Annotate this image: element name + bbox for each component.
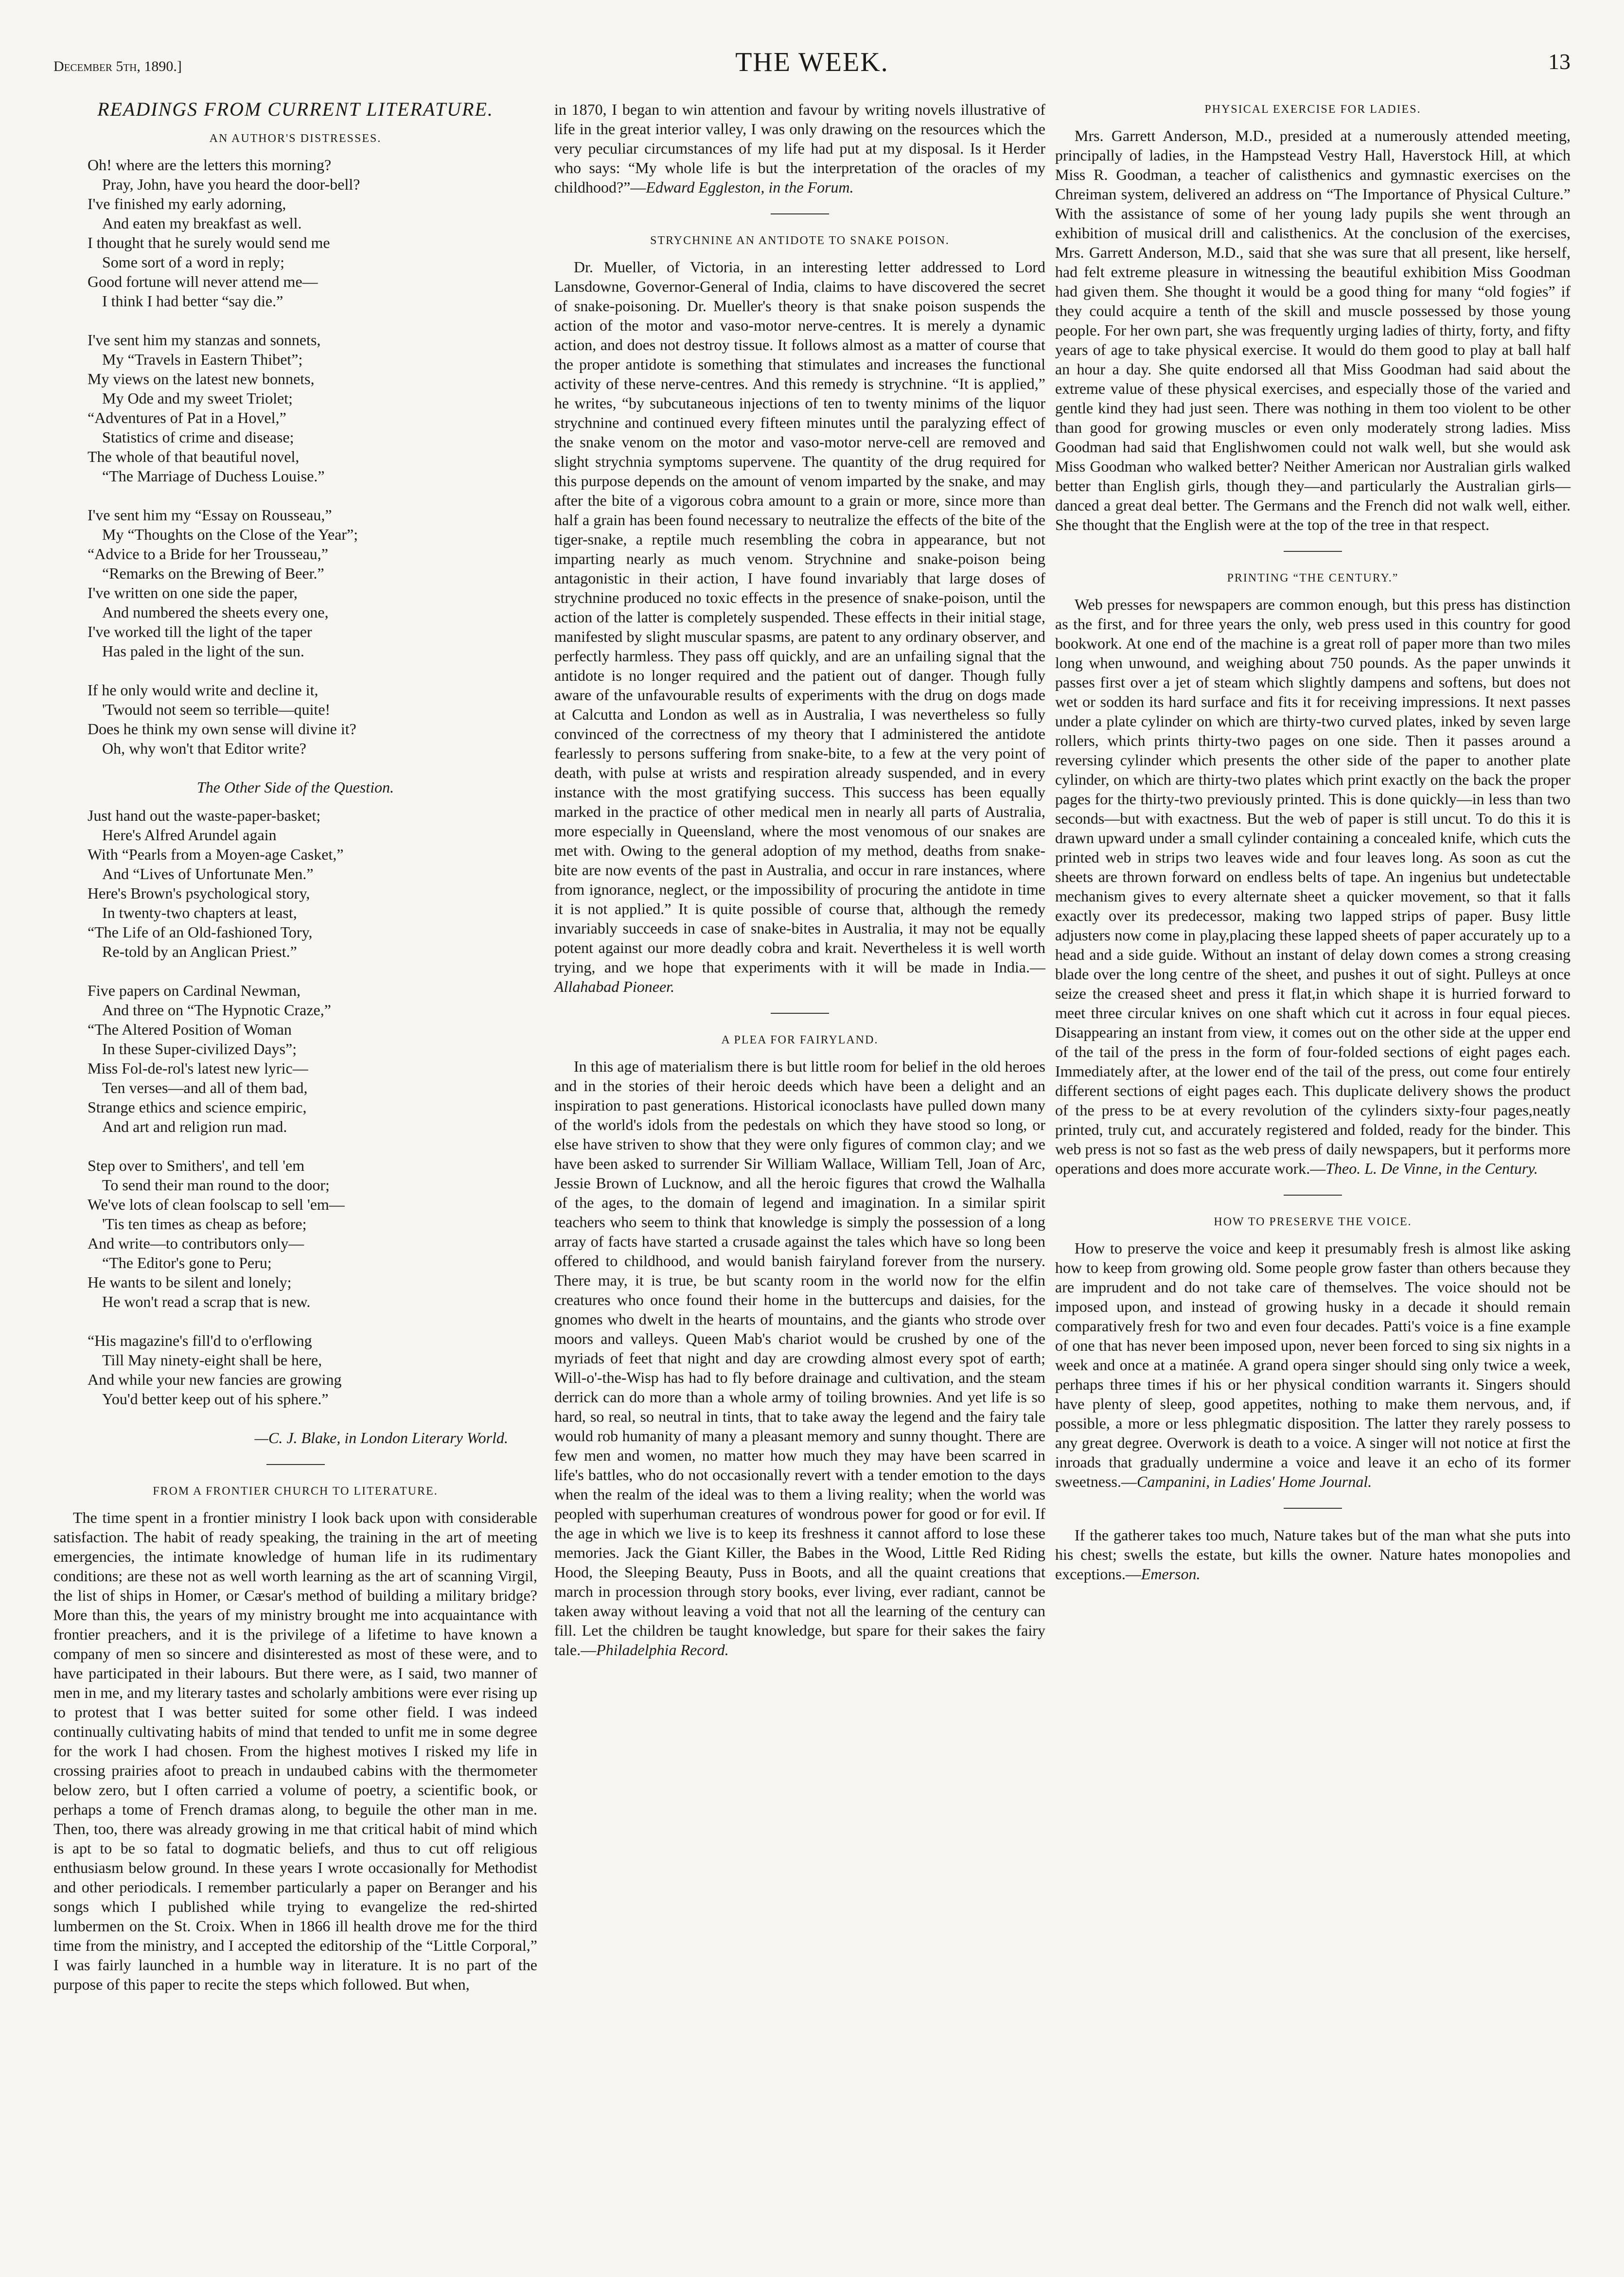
poem-line: To send their man round to the door; bbox=[102, 1176, 330, 1194]
poem-line: In twenty-two chapters at least, bbox=[102, 904, 297, 921]
page-number: 13 bbox=[1548, 49, 1571, 74]
voice-title: HOW TO PRESERVE THE VOICE. bbox=[1214, 1216, 1412, 1228]
voice-body: How to preserve the voice and keep it presumably fresh is almost like asking how to keep from growing old. Some people grow faster than others because they are imprudent and do not take care of themselves. The voice should not be imposed upon, and instead of growing husky in a decade it should remain comparatively fresh for two and even four decades. Patti's voice is a fine example of one that has never been imposed upon, never been forced to sing six nights in a week and once at a matinée. A grand opera singer should sing only twice a week, perhaps three times if his or her physical condition warrants it. Singers should have plenty of sleep, good appetites, nothing to make them nervous, and, if possible, a more or less phlegmatic disposition. The latter they rarely possess to any great degree. Overwork is death to a voice. A singer will not notice at first the inroads that gradually undermine a voice and leave it an echo of its former sweetness.—Campanini, in Ladies' Home Journal. bbox=[1055, 1239, 1571, 1490]
section-divider bbox=[1284, 551, 1342, 552]
poem-line: Ten verses—and all of them bad, bbox=[102, 1079, 308, 1096]
poem-line: “The Altered Position of Woman bbox=[88, 1021, 292, 1038]
poem-line: “Remarks on the Brewing of Beer.” bbox=[102, 565, 324, 582]
century-title: PRINTING “THE CENTURY.” bbox=[1227, 572, 1399, 584]
frontier-title: FROM A FRONTIER CHURCH TO LITERATURE. bbox=[153, 1485, 438, 1498]
poem-line: 'Twould not seem so terrible—quite! bbox=[102, 701, 331, 718]
column-2 bbox=[554, 100, 1045, 1659]
frontier-continuation: in 1870, I began to win attention and favour by writing novels illustrative of life in the great interior valley, I was only drawing on the resources which the very peculiar circumstances of my life had put at my disposal. Is it Herder who says: “My whole life is but the interpretation of the oracles of my childhood?”—Edward Eggleston, in the Forum. bbox=[554, 101, 1045, 196]
fairyland-title: A PLEA FOR FAIRYLAND. bbox=[721, 1034, 879, 1046]
exercise-body: Mrs. Garrett Anderson, M.D., presided at a numerously attended meeting, principally of ladies, in the Hampstead Vestry Hall, Haverstock Hill, at which Miss R. Goodman, a teacher of calisthenics and gymnastic exercises on the Chreiman system, delivered an address on “The Importance of Physical Culture.” With the assistance of some of her young lady pupils she went through an exhibition of musical drill and calisthenics. At the conclusion of the exercises, Mrs. Garrett Anderson, M.D., said that she was sure that all present, like herself, had felt extreme pleasure in witnessing the beautiful exhibition Miss Goodman had given them. She thought it would be a good thing for many “old fogies” if they could acquire a tenth of the skill and muscle possessed by those young people. For her own part, she was frequently urging ladies of thirty, forty, and fifty years of age to take physical exercise. It would do them good to play at ball half an hour a day. She quite endorsed all that Miss Goodman had said about the extreme value of these physical exercises, and especially those of the varied and gentle kind they had just seen. There was nothing in them too violent to be other than good for growing muscles or even only moderately strong ladies. Miss Goodman had said that Englishwomen could not walk well, but she would ask Miss Goodman who walked better? Neither American nor Australian girls walked better than English girls, though they—and particularly the Australian girls—danced a great deal better. The Germans and the French did not walk well, either. She thought that the English were at the top of the tree in that respect. bbox=[1055, 127, 1571, 533]
poem-stanza bbox=[88, 1156, 537, 1311]
strychnine-body: Dr. Mueller, of Victoria, in an interesting letter addressed to Lord Lansdowne, Governor-General of India, claims to have discovered the secret of snake-poisoning. Dr. Mueller's theory is that snake poison suspends the action of the motor and vaso-motor nerve-centres. It is merely a dynamic action, and does not destroy tissue. It follows almost as a matter of course that the proper antidote is something that stimulates and increases the functional activity of these nerve-centres. And this remedy is strychnine. “It is applied,” he writes, “by subcutaneous injections of ten to twenty minims of the liquor strychnine and continued every fifteen minutes until the paralyzing effect of the snake venom on the motor and vaso-motor nerve-cell are removed and slight strychnia symptoms supervene. The quantity of the drug required for this purpose depends on the amount of venom imparted by the snake, and may after the bite of a vigorous cobra amount to a grain or more, since more than half a grain has been found necessary to neutralize the effects of the bite of the tiger-snake, a reptile much resembling the cobra in appearance, but not imparting nearly as much venom. Strychnine and snake-poison being antagonistic in their action, I have found invariably that large doses of strychnine produced no toxic effects in the presence of snake-poison, until the action of the latter is completely suspended. These effects in their initial stage, manifested by slight muscular spasms, are patent to any ordinary observer, and perfectly harmless. They pass off quickly, and are an unfailing signal that the antidote is no longer required and the patient out of danger. Though fully aware of the unfavourable results of experiments with the drug on dogs made at Calcutta and London as well as in Australia, I was nevertheless so fully convinced of the correctness of my theory that I administered the antidote fearlessly to persons suffering from snake-bite, to a few at the very point of death, with pulse at wrists and respiration already suspended, and in every instance with the most gratifying success. This success has been equally marked in the practice of other medical men in nearly all parts of Australia, more especially in Queensland, where the most venomous of our snakes are met with. Owing to the general adoption of my method, deaths from snake-bite are now events of the past in Australia, and occur in rare instances, where from ignorance, neglect, or the impossibility of procuring the antidote in time it is not applied.” It is quite possible of course that, although the remedy invariably succeeds in case of snake-bites in Australia, it may not be equally potent against our more deadly cobra and krait. Nevertheless it is well worth trying, and we hope that experiments with it will be made in India.—Allahabad Pioneer. bbox=[554, 258, 1045, 995]
poem-line: Has paled in the light of the sun. bbox=[102, 642, 304, 660]
poem-line: Re-told by an Anglican Priest.” bbox=[102, 943, 297, 960]
strychnine-title: STRYCHNINE AN ANTIDOTE TO SNAKE POISON. bbox=[650, 234, 950, 247]
poem-line: 'Tis ten times as cheap as before; bbox=[102, 1215, 307, 1233]
poem-line: “Advice to a Bride for her Trousseau,” bbox=[88, 545, 328, 563]
poem-line: Miss Fol-de-rol's latest new lyric— bbox=[88, 1059, 308, 1077]
poem-line: In these Super-civilized Days”; bbox=[102, 1040, 297, 1058]
poem-line: My “Travels in Eastern Thibet”; bbox=[102, 351, 303, 368]
poem-line: And while your new fancies are growing bbox=[88, 1371, 342, 1388]
section-divider bbox=[266, 1464, 325, 1465]
section-divider bbox=[771, 1013, 829, 1014]
masthead-title: THE WEEK. bbox=[735, 47, 889, 77]
poem-line: My Ode and my sweet Triolet; bbox=[102, 389, 293, 407]
poem-line: The whole of that beautiful novel, bbox=[88, 448, 300, 465]
frontier-citation: Edward Eggleston, in the Forum. bbox=[646, 178, 854, 196]
poem-line: “The Life of an Old-fashioned Tory, bbox=[88, 923, 313, 941]
poem-line: I think I had better “say die.” bbox=[102, 292, 283, 310]
column-1 bbox=[53, 100, 537, 1994]
poem-line: I've sent him my “Essay on Rousseau,” bbox=[88, 506, 332, 524]
poem-stanza bbox=[88, 1331, 537, 1409]
poem-line: Statistics of crime and disease; bbox=[102, 428, 294, 446]
poem-line: Five papers on Cardinal Newman, bbox=[88, 982, 301, 999]
poem-line: Some sort of a word in reply; bbox=[102, 253, 285, 271]
poem-line: If he only would write and decline it, bbox=[88, 681, 318, 699]
poem-line: We've lots of clean foolscap to sell 'em— bbox=[88, 1196, 345, 1213]
poem-line: And three on “The Hypnotic Craze,” bbox=[102, 1001, 331, 1019]
page-header bbox=[53, 44, 1571, 83]
poem-stanza bbox=[88, 680, 537, 758]
exercise-title: PHYSICAL EXERCISE FOR LADIES. bbox=[1204, 103, 1421, 116]
poem-stanza bbox=[88, 981, 537, 1136]
strychnine-citation: Allahabad Pioneer. bbox=[554, 978, 675, 995]
poem-line: You'd better keep out of his sphere.” bbox=[102, 1390, 329, 1408]
poem-line: I've sent him my stanzas and sonnets, bbox=[88, 331, 321, 349]
voice-citation: Campanini, in Ladies' Home Journal. bbox=[1136, 1473, 1372, 1490]
poem-line: Step over to Smithers', and tell 'em bbox=[88, 1157, 305, 1174]
poem-part-two bbox=[53, 806, 537, 1409]
poem-line: Till May ninety-eight shall be here, bbox=[102, 1351, 322, 1369]
issue-date: December 5th, 1890.] bbox=[53, 58, 182, 74]
emerson-citation: Emerson. bbox=[1141, 1565, 1200, 1583]
poem-line: I thought that he surely would send me bbox=[88, 234, 330, 251]
poem-stanza bbox=[88, 806, 537, 961]
poem-subtitle: The Other Side of the Question. bbox=[196, 778, 394, 796]
poem-line: I've finished my early adorning, bbox=[88, 195, 286, 212]
poem-stanza bbox=[88, 330, 537, 486]
poem-stanza bbox=[88, 505, 537, 661]
poem-line: I've worked till the light of the taper bbox=[88, 623, 312, 640]
frontier-body: The time spent in a frontier ministry I look back upon with considerable satisfaction. The habit of ready speaking, the training in the art of meeting emergencies, the intimate knowledge of human life in its rudimentary conditions; are these not as well worth learning as the art of scanning Virgil, the list of ships in Homer, or Cæsar's method of building a military bridge? More than this, the years of my ministry brought me into acquaintance with frontier preachers, and it is the privilege of a lifetime to have known a company of men so sincere and disinterested as most of these were, and to have participated in their labours. But there were, as I said, two manner of men in me, and my literary tastes and scholarly ambitions were ever rising up to protest that I was better suited for some other field. I was indeed continually cultivating habits of mind that tended to unfit me in some degree for the work I had chosen. From the highest motives I risked my life in crossing prairies afoot to preach in undaubed cabins with the thermometer below zero, but I often carried a volume of poetry, a scientific book, or perhaps a tome of French dramas along, to beguile the other man in me. Then, too, there was already growing in me that critical habit of mind which is apt to be so fatal to dogmatic beliefs, and thus to cut off religious enthusiasm below ground. In these years I wrote occasionally for Methodist and other periodicals. I remember particularly a paper on Beranger and his songs which I published while trying to evangelize the red-shirted lumbermen on the St. Croix. When in 1866 ill health drove me for the third time from the ministry, and I accepted the editorship of the “Little Corporal,” I was fairly launched in a humble way in literature. It is no part of the purpose of this paper to recite the steps which followed. But when, bbox=[53, 1509, 537, 1993]
section-divider bbox=[771, 213, 829, 214]
fairyland-body: In this age of materialism there is but little room for belief in the old heroes and in the stories of their heroic deeds which have been a delight and an inspiration to past generations. Historical iconoclasts have pulled down many of the world's idols from the pedestals on which they have stood so long, or else have striven to show that they were only figures of common clay; and we have been asked to surrender Sir William Wallace, William Tell, Joan of Arc, Jessie Brown of Lucknow, and all the heroic figures that crowd the Walhalla of the ages, to the domain of legend and imagination. In a similar spirit teachers who seem to think that knowledge is simply the possession of a long array of facts have started a crusade against the tales which have so long been offered to childhood, and would banish fairyland forever from the nursery. There may, it is true, be but scanty room in the world now for the elfin creatures who once found their home in the buttercups and daisies, for the gnomes who dwelt in the hearts of mountains, and the giants who strode over moors and valleys. Queen Mab's chariot would be crushed by one of the myriads of feet that night and day are crowding almost every spot of earth; Will-o'-the-Wisp has had to fly before drainage and cultivation, and the steam derrick can do more than a whole army of toiling brownies. And yet life is so hard, so real, so neutral in tints, that to take away the legend and the fairy tale would rob humanity of many a pleasant memory and sunny thought. There are few men and women, no matter how much they may have been scarred in life's battles, who do not occasionally revert with a tender emotion to the days when the realm of the ideal was to them a living reality; when the world was peopled with superhuman creatures of wondrous power for good or for evil. If the age in which we live is to keep its freshness it cannot afford to lose these memories. Jack the Giant Killer, the Babes in the Wood, Little Red Riding Hood, the Sleeping Beauty, Puss in Boots, and all the quaint creations that march in procession through story books, ever living, ever radiant, cannot be taken away without leaving a void that not all the learning of the century can fill. Let the children be taught knowledge, but spare for their sakes the fairy tale.—Philadelphia Record. bbox=[554, 1058, 1045, 1659]
poem-line: He wants to be silent and lonely; bbox=[88, 1273, 292, 1291]
century-citation: Theo. L. De Vinne, in the Century. bbox=[1325, 1160, 1538, 1177]
poem-line: Oh! where are the letters this morning? bbox=[88, 156, 332, 174]
emerson-quote: If the gatherer takes too much, Nature takes but of the man what she puts into his chest; swells the estate, but kills the owner. Nature hates monopolies and exceptions.—Emerson. bbox=[1055, 1526, 1571, 1583]
poem-line: My “Thoughts on the Close of the Year”; bbox=[102, 526, 358, 543]
column-3 bbox=[1055, 100, 1571, 1584]
poem-line: And eaten my breakfast as well. bbox=[102, 214, 302, 232]
section-divider bbox=[1284, 1508, 1342, 1509]
poem-line: Here's Brown's psychological story, bbox=[88, 884, 310, 902]
section-divider bbox=[1284, 1195, 1342, 1196]
fairyland-citation: Philadelphia Record. bbox=[596, 1641, 729, 1659]
poem-line: And numbered the sheets every one, bbox=[102, 603, 329, 621]
poem-line: Does he think my own sense will divine it? bbox=[88, 720, 356, 738]
poem-line: I've written on one side the paper, bbox=[88, 584, 298, 601]
poem-signature: —C. J. Blake, in London Literary World. bbox=[254, 1429, 508, 1447]
poem-line: He won't read a scrap that is new. bbox=[102, 1293, 311, 1310]
poem-line: My views on the latest new bonnets, bbox=[88, 370, 315, 388]
poem-line: Just hand out the waste-paper-basket; bbox=[88, 807, 321, 824]
poem-line: “Adventures of Pat in a Hovel,” bbox=[88, 409, 286, 426]
poem-stanza bbox=[88, 155, 537, 311]
main-heading: READINGS FROM CURRENT LITERATURE. bbox=[97, 98, 494, 120]
poem-line: “The Editor's gone to Peru; bbox=[102, 1254, 272, 1271]
poem-part-one bbox=[53, 155, 537, 758]
poem-line: Pray, John, have you heard the door-bell? bbox=[102, 176, 360, 193]
poem-line: “The Marriage of Duchess Louise.” bbox=[102, 467, 325, 485]
poem-line: “His magazine's fill'd to o'erflowing bbox=[88, 1332, 312, 1349]
poem-line: And art and religion run mad. bbox=[102, 1118, 287, 1135]
poem-line: Good fortune will never attend me— bbox=[88, 273, 318, 290]
century-body: Web presses for newspapers are common enough, but this press has distinction as the first, and for three years the only, web press used in this country for good bookwork. At one end of the machine is a great roll of paper more than two miles long when unwound, and weighing about 750 pounds. As the paper unwinds it passes first over a jet of steam which slightly dampens and softens, but does not wet or sodden its hard surface and fits it for receiving impressions. It next passes under a plate cylinder on which are thirty-two curved plates, inked by seven large rollers, which prints thirty-two pages on one side. Then it passes around a reversing cylinder which presents the other side of the paper to another plate cylinder, on which are thirty-two plates which print exactly on the back the proper pages for the thirty-two previously printed. This is done quickly—in less than two seconds—but with exactness. But the web of paper is still uncut. To do this it is drawn upward under a small cylinder containing a concealed knife, which cuts the printed web in strips two leaves wide and four leaves long. As soon as cut the sheets are thrown forward on endless belts of tape. An ingenius but undetectable mechanism gives to every alternate sheet a quicker movement, so that it falls exactly over its predecessor, making two lapped strips of paper. Busy little adjusters now come in play,placing these lapped sheets of paper accurately up to a head and a side guide. Without an instant of delay down comes a strong creasing blade over the long centre of the sheet, and pushes it out of sight. Pulleys at once seize the creased sheet and press it flat,in which shape it is hurried forward to meet three circular knives on one shaft which cut it across in four equal pieces. Disappearing an instant from view, it comes out on the other side at the upper end of the tail of the press in the form of four-folded sections of eight pages each. Immediately after, at the lower end of the tail of the press, out come four entirely different sections of eight pages each. This duplicate delivery shows the product of the press to be at every revolution of the cylinders sixty-four pages,neatly printed, truly cut, and accurately registered and folded, ready for the binder. This web press is not so fast as the web press of daily newspapers, but it performs more operations and does more accurate work.—Theo. L. De Vinne, in the Century. bbox=[1055, 596, 1571, 1177]
poem-line: Strange ethics and science empiric, bbox=[88, 1098, 307, 1116]
poem-line: Oh, why won't that Editor write? bbox=[102, 740, 306, 757]
poem-line: And write—to contributors only— bbox=[88, 1235, 304, 1252]
poem-line: Here's Alfred Arundel again bbox=[102, 826, 277, 844]
poem-line: And “Lives of Unfortunate Men.” bbox=[102, 865, 314, 883]
poem-line: With “Pearls from a Moyen-age Casket,” bbox=[88, 846, 344, 863]
poem-title: AN AUTHOR'S DISTRESSES. bbox=[209, 132, 382, 145]
